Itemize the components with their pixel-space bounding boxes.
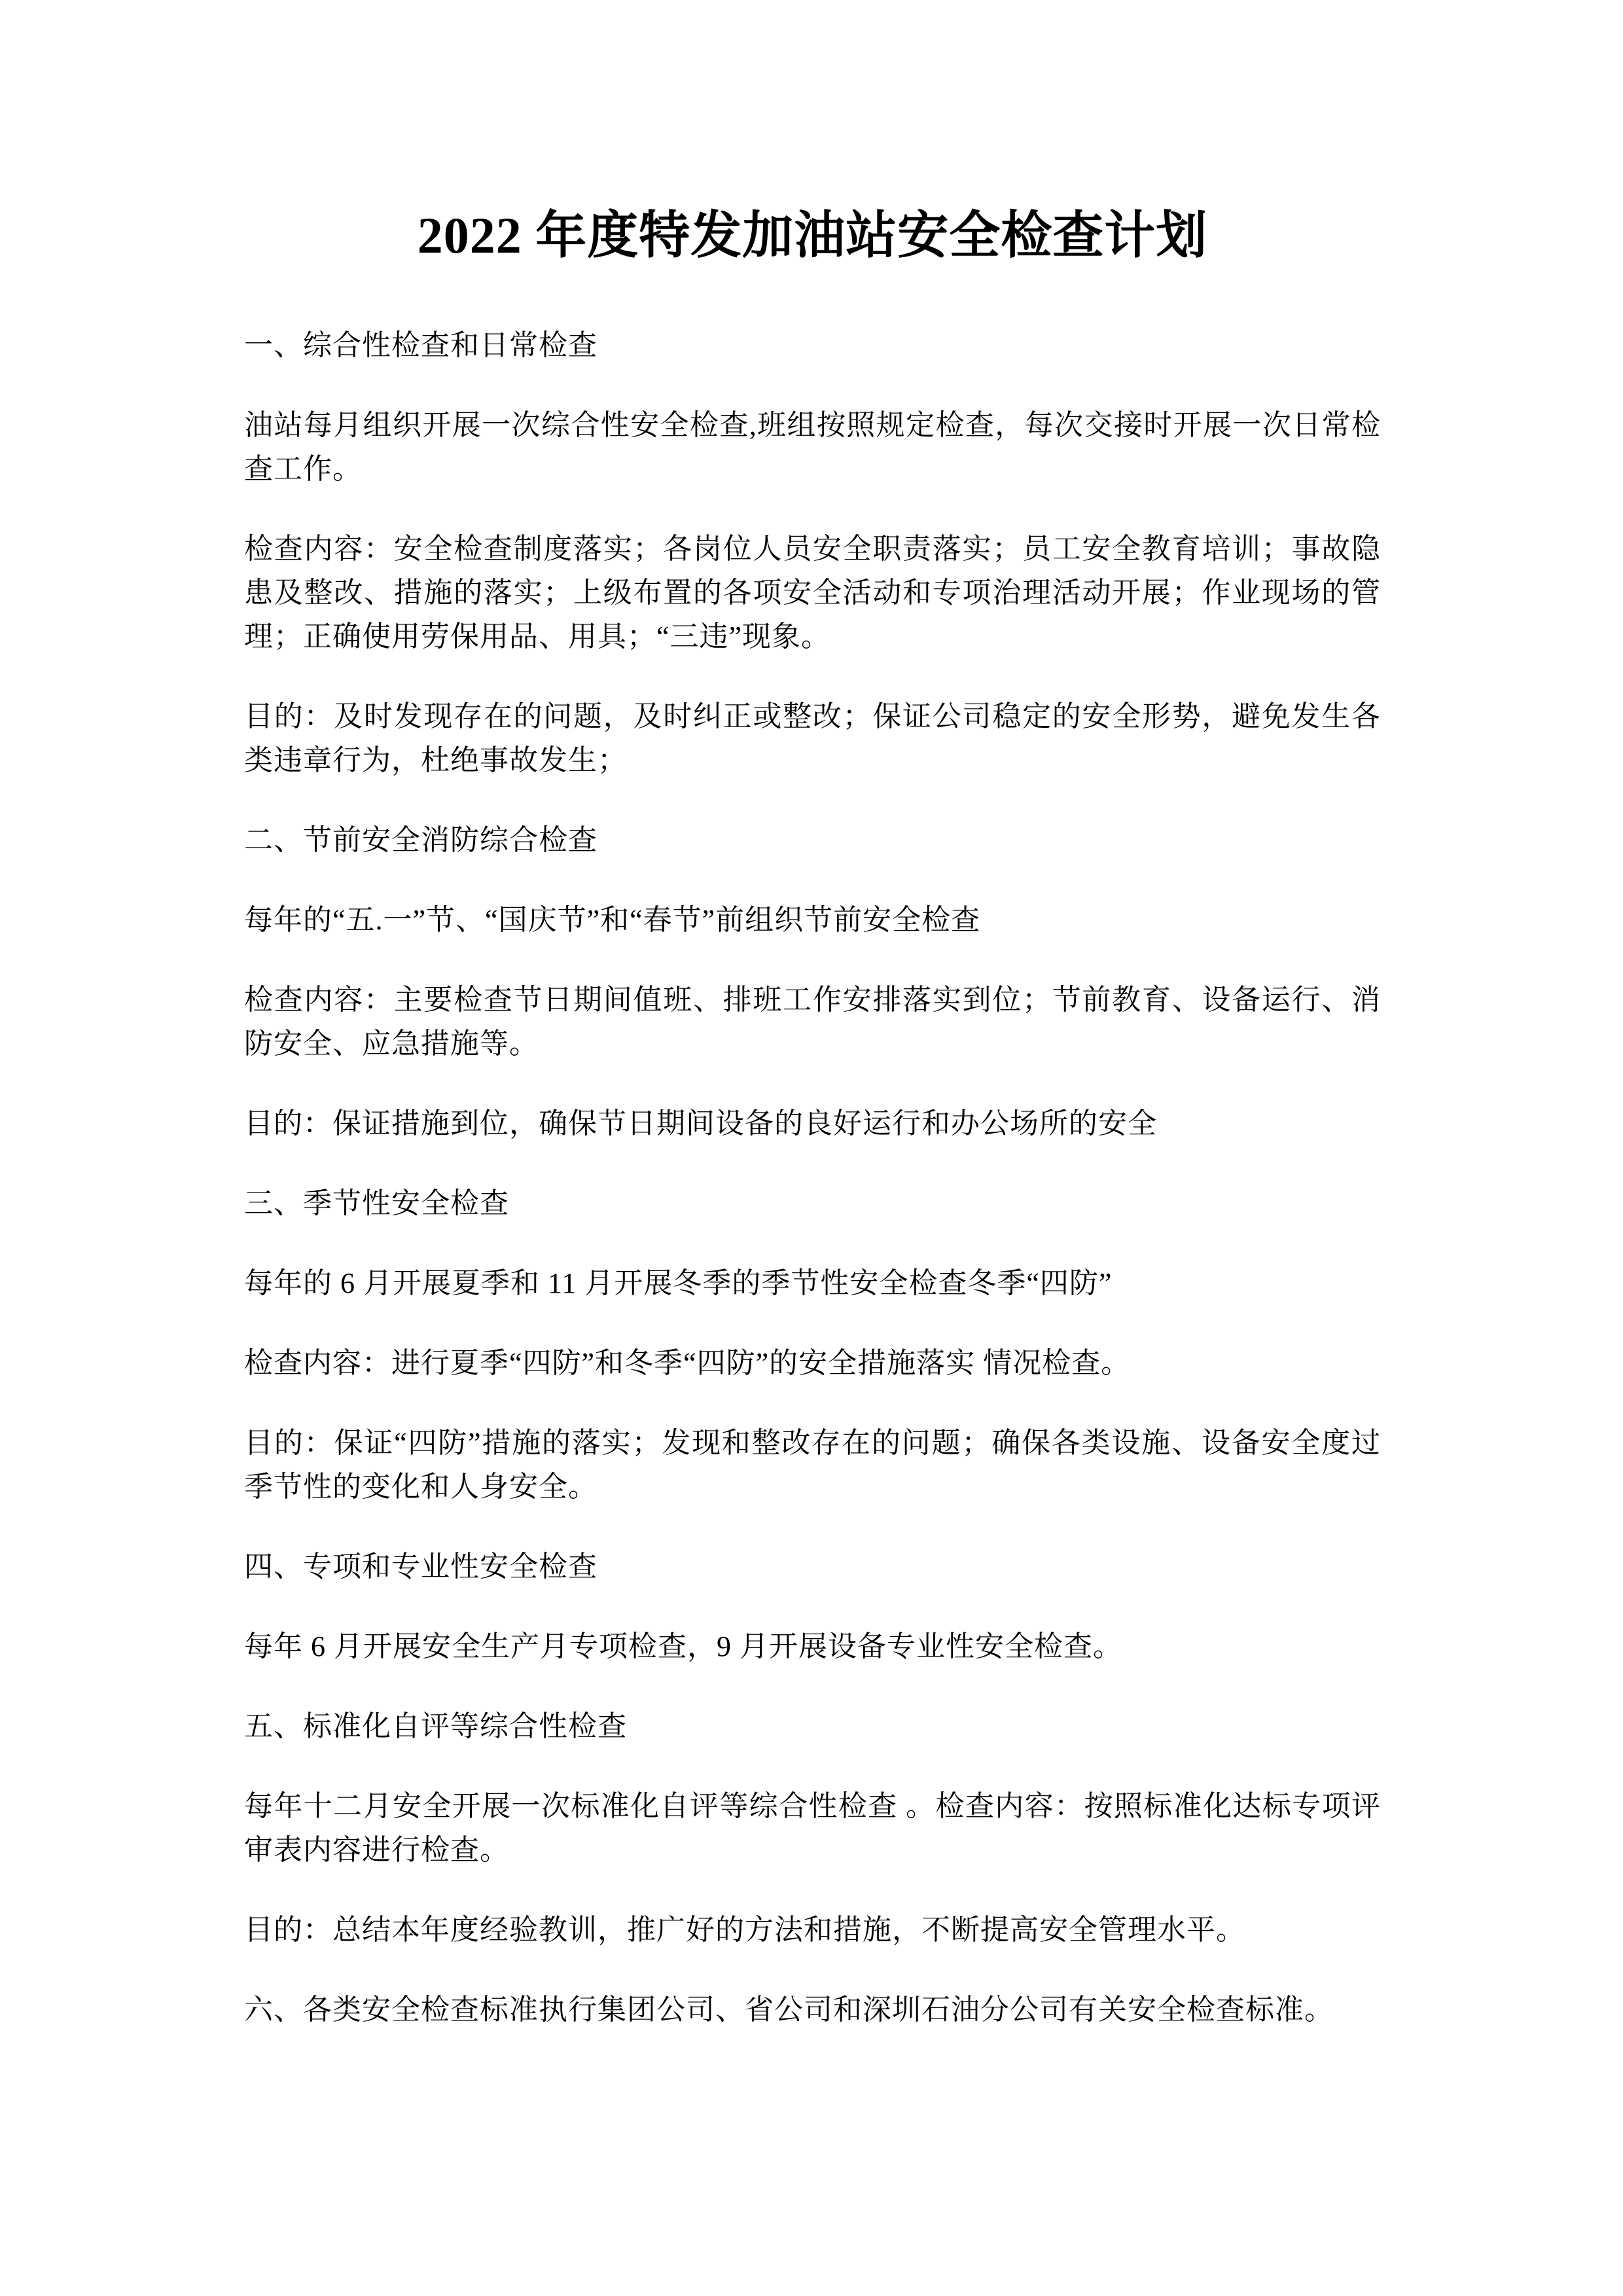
paragraph: 目的：保证措施到位，确保节日期间设备的良好运行和办公场所的安全 [244, 1107, 1157, 1139]
section-heading: 五、标准化自评等综合性检查 [244, 1710, 627, 1742]
section-heading: 一、综合性检查和日常检查 [244, 329, 597, 361]
section-heading: 四、专项和专业性安全检查 [244, 1551, 597, 1583]
paragraph: 每年十二月安全开展一次标准化自评等综合性检查 。检查内容：按照标准化达标专项评审表内容进行检查。 [244, 1790, 1381, 1866]
paragraph: 目的：总结本年度经验教训，推广好的方法和措施，不断提高安全管理水平。 [244, 1914, 1245, 1946]
paragraph: 检查内容：安全检查制度落实；各岗位人员安全职责落实；员工安全教育培训；事故隐患及整改、措施的落实；上级布置的各项安全活动和专项治理活动开展；作业现场的管理；正确使用劳保用品、用具；“三违”现象。 [244, 533, 1381, 653]
section-heading: 三、季节性安全检查 [244, 1187, 509, 1219]
paragraph: 油站每月组织开展一次综合性安全检查,班组按照规定检查，每次交接时开展一次日常检查工作。 [244, 409, 1381, 485]
document-body [244, 323, 1381, 2032]
paragraph: 每年的 6 月开展夏季和 11 月开展冬季的季节性安全检查冬季“四防” [244, 1267, 1113, 1299]
paragraph: 每年的“五.一”节、“国庆节”和“春节”前组织节前安全检查 [244, 904, 981, 936]
paragraph: 每年 6 月开展安全生产月专项检查，9 月开展设备专业性安全检查。 [244, 1630, 1122, 1662]
paragraph: 检查内容：进行夏季“四防”和冬季“四防”的安全措施落实 情况检查。 [244, 1347, 1131, 1379]
section-heading: 六、各类安全检查标准执行集团公司、省公司和深圳石油分公司有关安全检查标准。 [244, 1994, 1334, 2026]
document-title: 2022 年度特发加油站安全检查计划 [417, 207, 1208, 264]
section-heading: 二、节前安全消防综合检查 [244, 824, 597, 856]
paragraph: 目的：及时发现存在的问题，及时纠正或整改；保证公司稳定的安全形势，避免发生各类违章行为，杜绝事故发生； [244, 700, 1381, 776]
paragraph: 检查内容：主要检查节日期间值班、排班工作安排落实到位；节前教育、设备运行、消防安全、应急措施等。 [244, 984, 1381, 1060]
paragraph: 目的：保证“四防”措施的落实；发现和整改存在的问题；确保各类设施、设备安全度过季节性的变化和人身安全。 [244, 1427, 1381, 1503]
